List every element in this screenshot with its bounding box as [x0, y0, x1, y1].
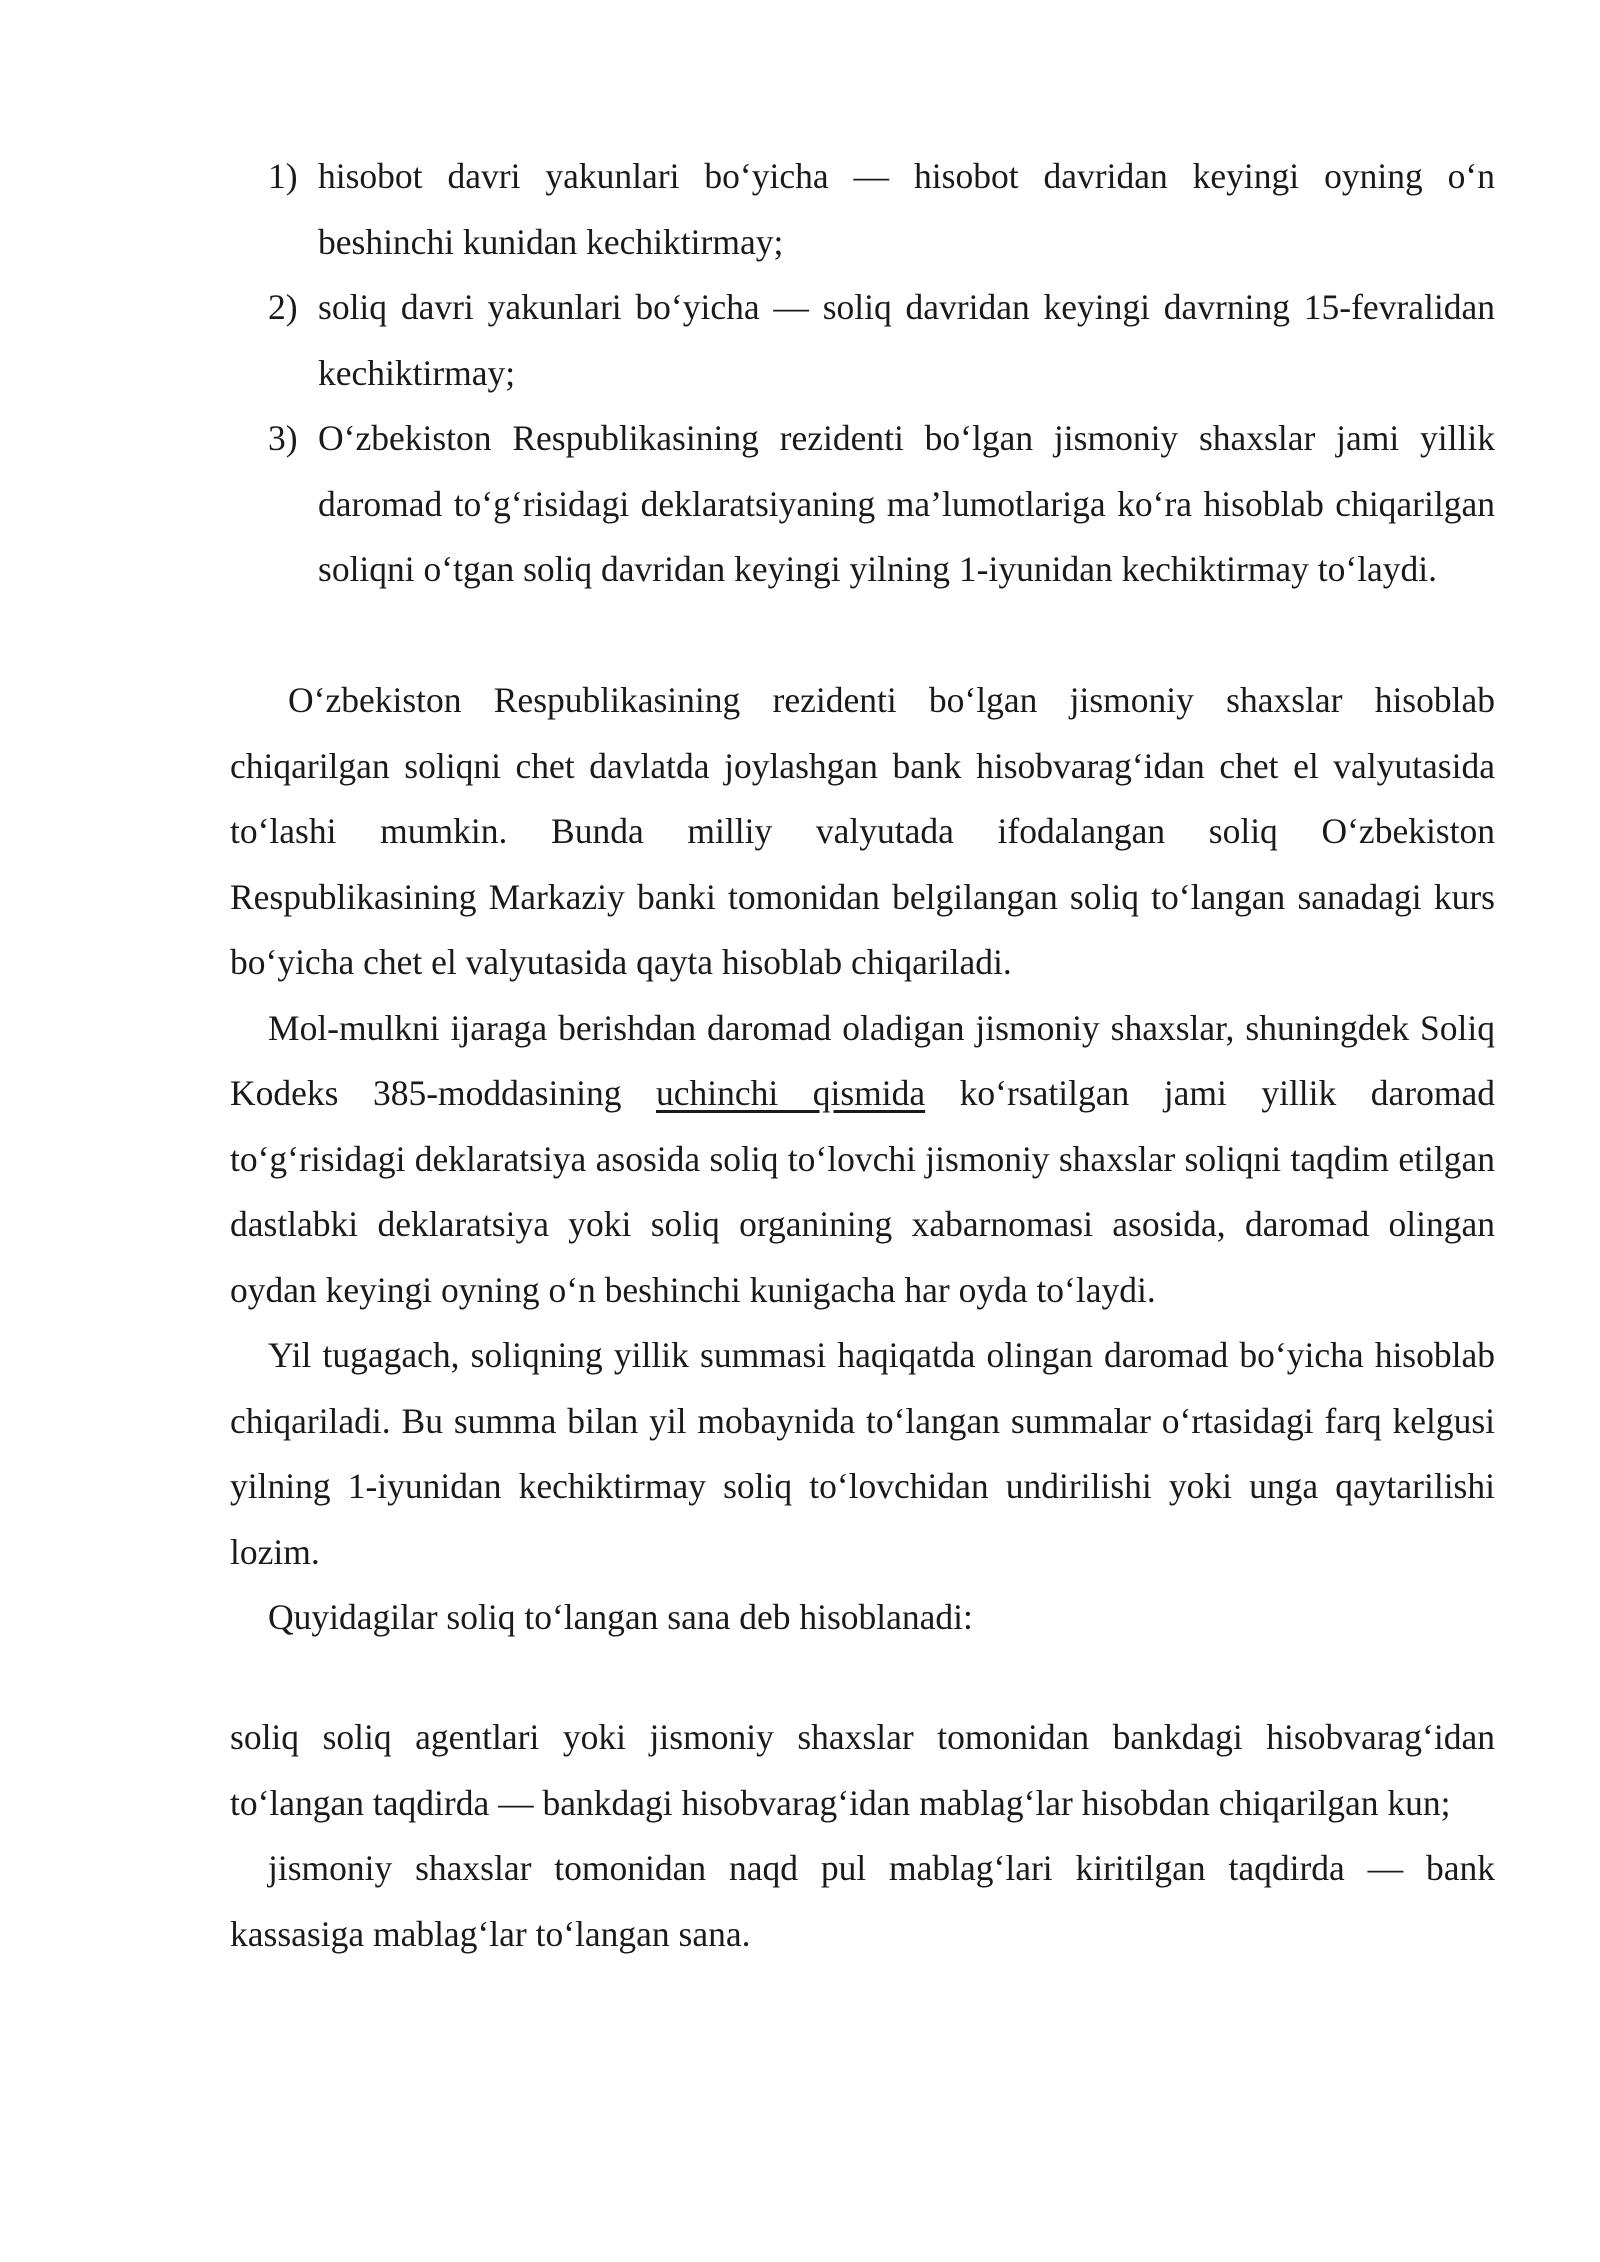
paragraph-bank-account: soliq soliq agentlari yoki jismoniy shaxslar tomonidan bankdagi hisobvarag‘idan to‘langan taqdirda — bankdagi hisobvarag‘idan mablag‘lar hisobdan chiqarilgan kun; [230, 1717, 1495, 1823]
paragraph-payment-date-intro: Quyidagilar soliq to‘langan sana deb hisoblanadi: [268, 1597, 973, 1637]
list-item [230, 406, 1495, 603]
paragraph-property-rent [230, 996, 1495, 1324]
list-item-text: hisobot davri yakunlari bo‘yicha — hisobot davridan keyingi oyning o‘n beshinchi kunidan kechiktirmay; [318, 156, 1495, 262]
paragraph-cash-payment: jismoniy shaxslar tomonidan naqd pul mablag‘lari kiritilgan taqdirda — bank kassasiga mablag‘lar to‘langan sana. [230, 1848, 1495, 1954]
numbered-list [230, 144, 1495, 603]
list-number: 1) [268, 156, 298, 196]
paragraph-text: Mol-mulkni ijaraga berishdan daromad oladigan jismoniy shaxslar, shuningdek Soliq Kodeks 385-moddasining [230, 1007, 1495, 1113]
list-item-text: soliq davri yakunlari bo‘yicha — soliq davridan keyingi davrning 15-fevralidan kechiktirmay; [318, 287, 1495, 393]
list-item [230, 275, 1495, 406]
body-text [230, 668, 1495, 1651]
paragraph-foreign-currency: O‘zbekiston Respublikasining rezidenti bo‘lgan jismoniy shaxslar hisoblab chiqarilgan soliqni chet davlatda joylashgan bank hisobvarag‘idan chet el valyutasida to‘lashi mumkin. Bunda milliy valyutada ifodalangan soliq O‘zbekiston Respublikasining Markaziy banki tomonidan belgilangan soliq to‘langan sanadagi kurs bo‘yicha chet el valyutasida qayta hisoblab chiqariladi. [230, 680, 1495, 982]
list-item [230, 144, 1495, 275]
list-number: 3) [268, 418, 298, 458]
link-third-part[interactable]: uchinchi qismida [655, 1073, 926, 1113]
list-item-text: O‘zbekiston Respublikasining rezidenti bo‘lgan jismoniy shaxslar jami yillik daromad to‘g‘risidagi deklaratsiyaning ma’lumotlariga ko‘ra hisoblab chiqarilgan soliqni o‘tgan soliq davridan keyingi yilning 1-iyunidan kechiktirmay to‘laydi. [318, 418, 1495, 589]
list-number: 2) [268, 287, 298, 327]
paragraph-text: ko‘rsatilgan jami yillik daromad to‘g‘risidagi deklaratsiya asosida soliq to‘lovchi jismoniy shaxslar soliqni taqdim etilgan dastlabki deklaratsiya yoki soliq organining xabarnomasi asosida, daromad olingan oydan keyingi oyning o‘n beshinchi kunigacha har oyda to‘laydi. [230, 1073, 1495, 1310]
paragraph-annual-sum: Yil tugagach, soliqning yillik summasi haqiqatda olingan daromad bo‘yicha hisoblab chiqariladi. Bu summa bilan yil mobaynida to‘langan summalar o‘rtasidagi farq kelgusi yilning 1-iyunidan kechiktirmay soliq to‘lovchidan undirilishi yoki unga qaytarilishi lozim. [230, 1335, 1495, 1572]
body-text-lower [230, 1705, 1495, 1967]
